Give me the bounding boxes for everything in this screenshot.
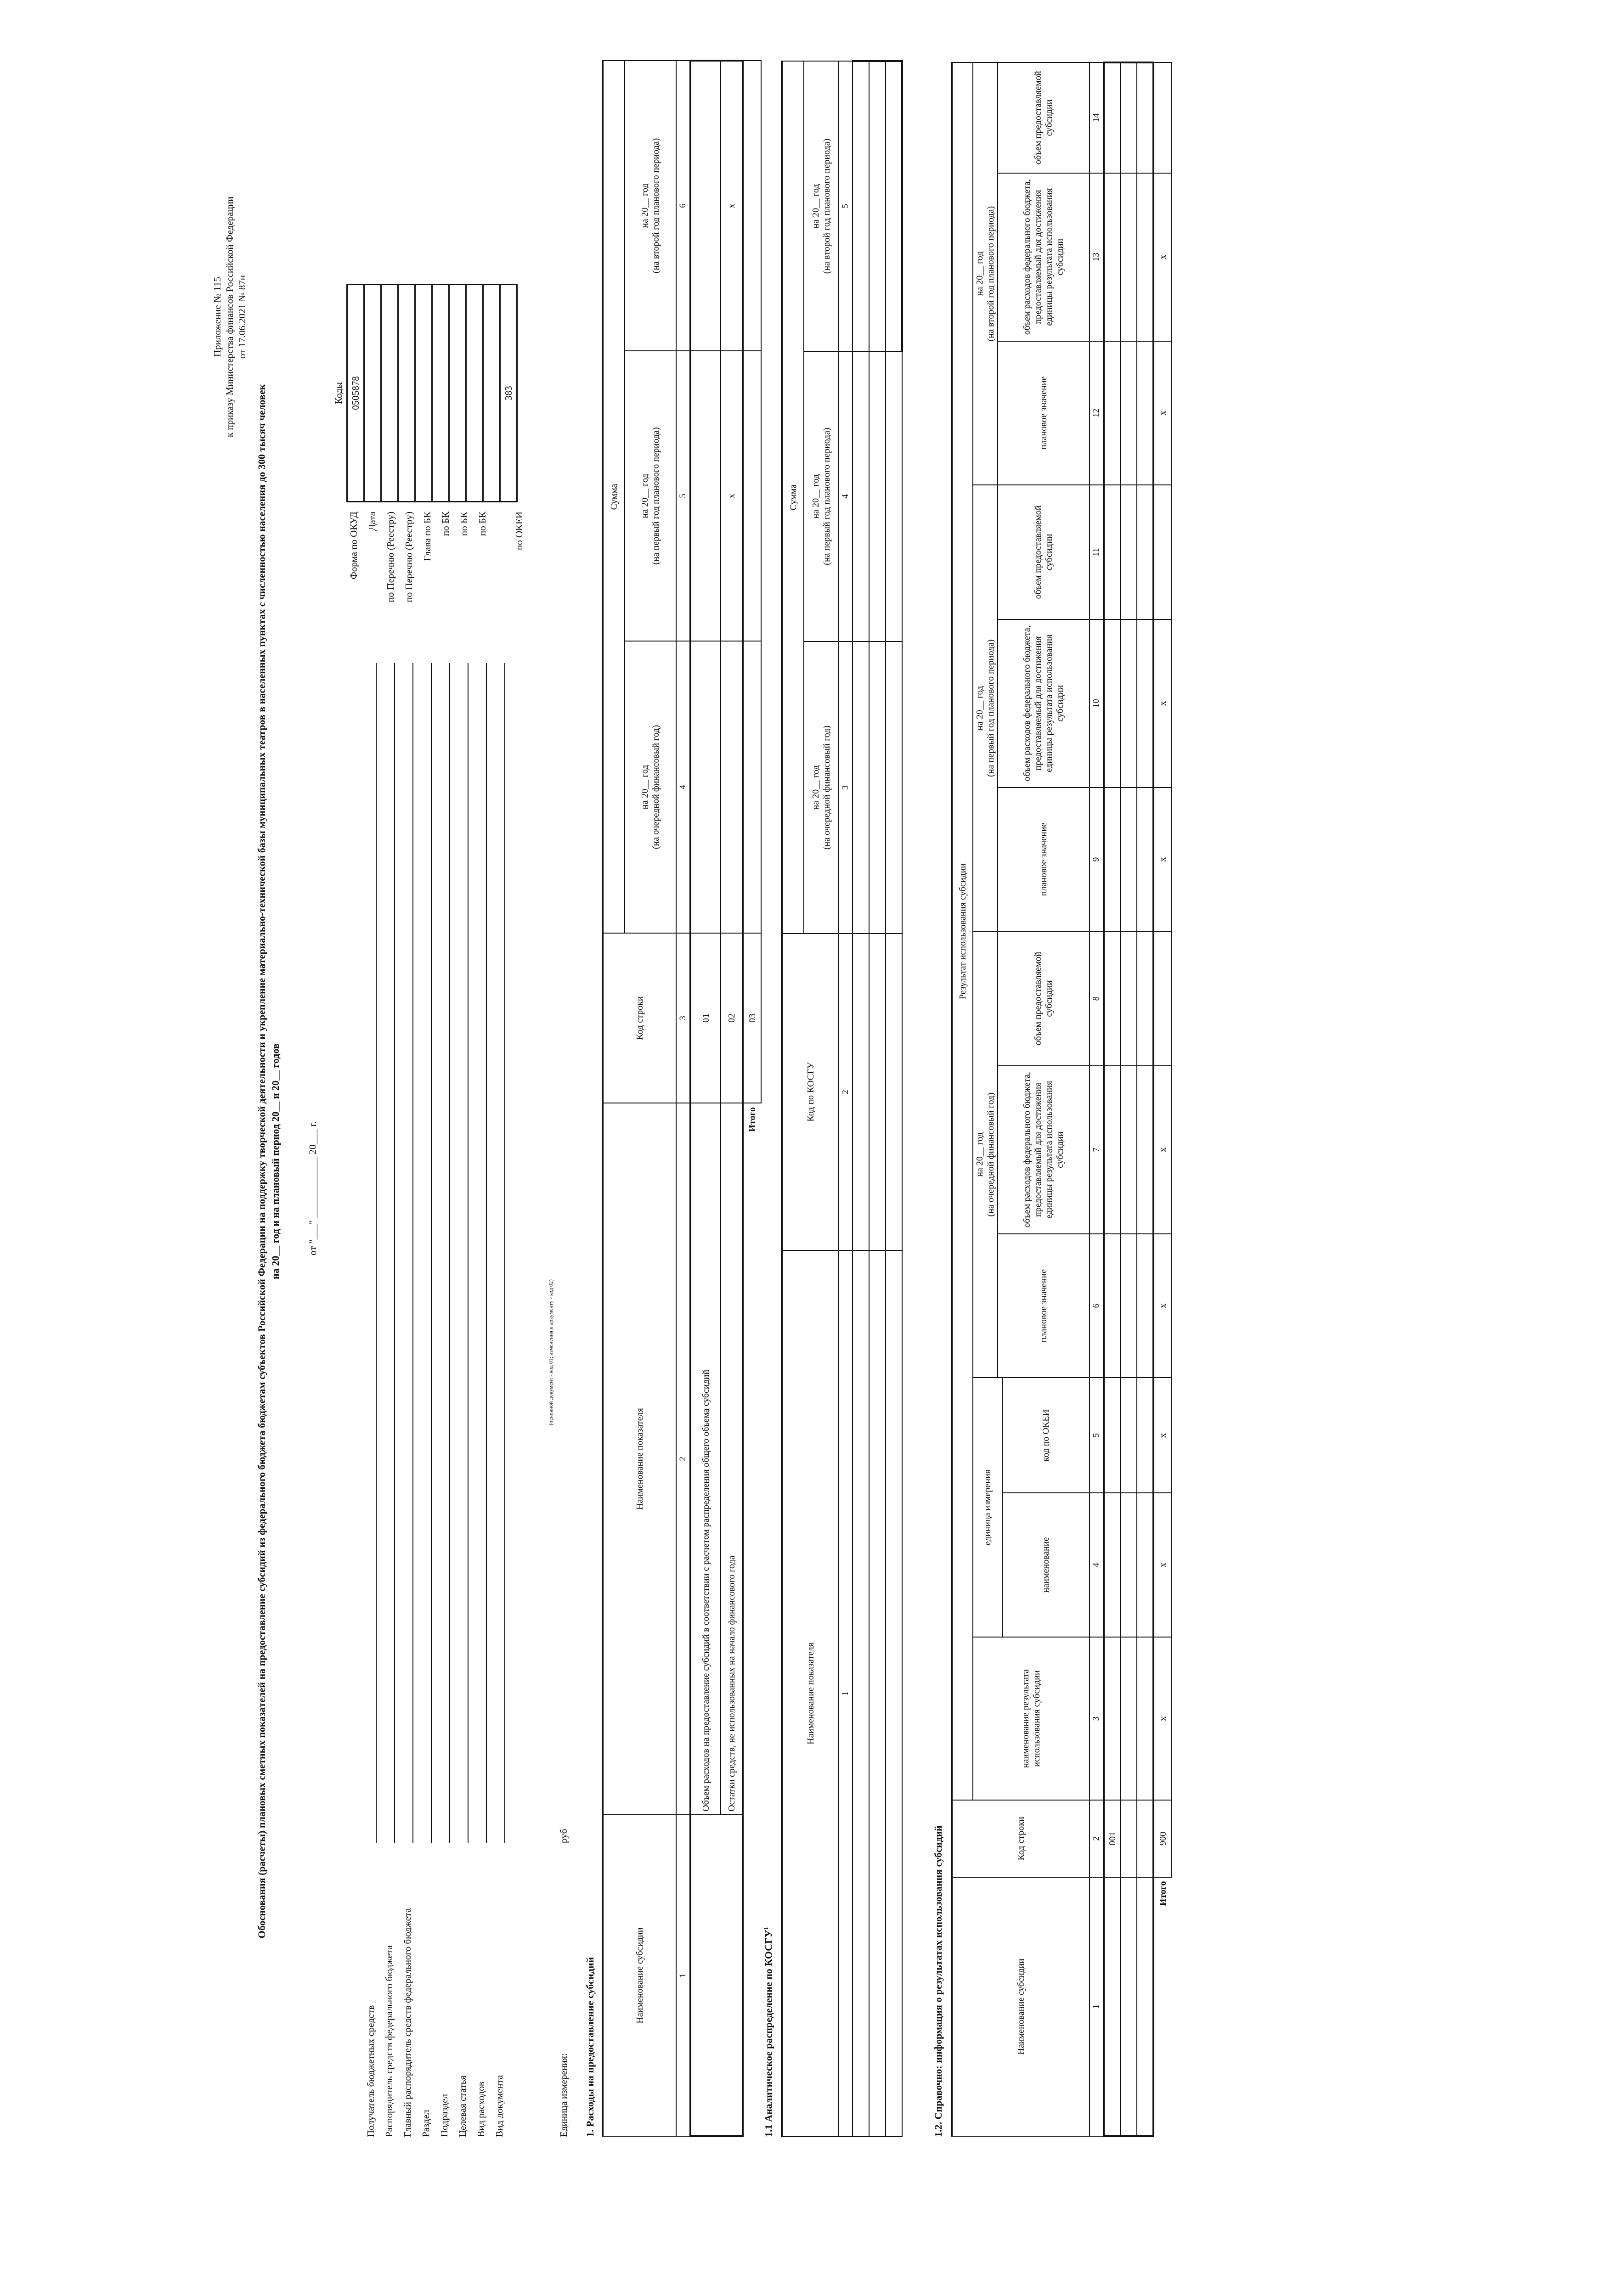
col-number: 5 [1090,1378,1104,1493]
result-row-subsidy[interactable] [1104,1877,1120,2136]
kosgu-row-year-3[interactable] [853,61,869,351]
col-unit: единица измерения [973,1378,1002,1637]
field-label-recipient: Получатель бюджетных средств [365,2005,376,2137]
col-expense-volume-3: объем расходов федерального бюджета, предоставляемый для достижения единицы результата использования субсидии [998,173,1090,341]
result-row-cell[interactable] [1104,341,1120,485]
col-year-2 [804,351,839,642]
col-group-year-2-label: на 20__ год [975,686,985,731]
section-1-1-title [762,1927,774,2137]
row-02-year-2: x [721,351,743,641]
col-line-code: Код строки [952,1800,1090,1877]
result-row-code: 001 [1104,1800,1120,1877]
row-02-year-1[interactable] [721,641,743,933]
col-indicator-name: Наименование показателя [603,1103,676,1815]
code-okei[interactable]: 383 [500,285,517,502]
result-row-name[interactable] [1104,1637,1120,1800]
code-label-registry-2: по Перечню (Реестру) [403,512,414,602]
col-year-1 [625,641,676,933]
col-year-1-sub: (на очередной финансовый год) [651,725,661,850]
col-year-1-label: на 20__ год [640,765,650,810]
result-row-cell[interactable] [1104,485,1120,619]
code-label-chapter-bk: Глава по БК [422,512,433,561]
unit-label: Единица измерения: [558,2053,569,2137]
document-type-note: (основной документ - код 01; изменения к документу - код 02) [548,1279,554,1425]
code-label-bk-2: по БК [458,512,469,536]
document-date: от "___" ____________ 20___ г. [307,1121,318,1255]
col-number: 14 [1090,62,1104,173]
field-label-section: Раздел [420,2110,431,2137]
total-label: Итого [747,1107,757,1132]
result-row-cell[interactable] [1120,788,1137,932]
col-unit-name: наименование [1002,1493,1090,1637]
col-group-year-1-label: на 20__ год [975,1132,985,1177]
result-row-cell[interactable] [1120,619,1137,788]
result-row-unit-name[interactable] [1104,1493,1120,1637]
result-row-cell[interactable] [1104,788,1120,932]
col-plan-value-1: плановое значение [998,1234,1090,1378]
result-row-cell[interactable] [1120,341,1137,485]
unit-value: руб [558,1829,569,1843]
col-kosgu: Код по КОСГУ [782,934,839,1250]
col-number: 5 [839,61,853,351]
code-bk-1[interactable] [432,285,449,502]
row-01-year-2[interactable] [690,351,721,641]
code-label-registry-1: по Перечню (Реестру) [385,512,396,602]
result-row-cell[interactable] [1120,173,1137,341]
col-number: 6 [1090,1234,1104,1378]
row-01-name: Объем расходов на предоставление субсидий в соответствии с расчетом распределения общего объема субсидий [690,1103,721,1815]
result-row-cell[interactable] [1120,485,1137,619]
row-01-year-1[interactable] [690,641,721,933]
result-row-name[interactable] [1120,1637,1137,1800]
col-number: 5 [676,351,690,641]
field-line-chief-manager[interactable] [412,663,413,1843]
section-1-title: 1. Расходы на предоставление субсидий [584,1957,596,2137]
field-label-subsection: Подраздел [439,2094,450,2137]
col-plan-value-3: плановое значение [998,341,1090,485]
col-plan-value-2: плановое значение [998,788,1090,932]
result-row-cell[interactable] [1137,62,1153,173]
col-number: 8 [1090,931,1104,1066]
col-number: 11 [1090,485,1104,619]
col-year-3-label: на 20__ год [640,183,650,228]
result-row-cell[interactable] [1137,173,1153,341]
kosgu-row-name[interactable] [869,1250,886,2137]
codes-table [331,284,518,502]
result-row-cell[interactable] [1137,619,1153,788]
total-code: 900 [1153,1800,1172,1877]
kosgu-row-code[interactable] [853,934,869,1250]
total-x: x [1153,1493,1172,1637]
section-1-1-table [781,60,903,2137]
field-label-chief-manager: Главный распорядитель средств федерального бюджета [402,1908,413,2137]
code-registry-2[interactable] [398,285,415,502]
code-label-date: Дата [367,512,378,531]
code-label-okei: по ОКЕИ [514,512,525,551]
footnote-mark: 1 [762,1927,769,1930]
kosgu-row-year-3[interactable] [869,61,886,351]
kosgu-row-year-2[interactable] [886,351,902,642]
col-year-1-sub: (на очередной финансовый год) [822,725,832,850]
col-year-2-label: на 20__ год [640,473,650,518]
col-group-year-3-sub: (на второй год планового периода) [986,206,996,342]
col-number: 4 [839,351,853,642]
col-year-1-label: на 20__ год [811,765,821,810]
col-expense-volume-2: объем расходов федерального бюджета, предоставляемый для достижения единицы результата использования субсидии [998,619,1090,788]
result-row-cell[interactable] [1104,173,1120,341]
col-number: 4 [1090,1493,1104,1637]
result-row-code[interactable] [1120,1800,1137,1877]
subsidy-name-cell[interactable] [690,1815,743,2136]
code-label-bk-1: по БК [440,512,451,536]
kosgu-row-code[interactable] [886,934,902,1250]
appendix-note [211,41,248,592]
row-02-year-3: x [721,61,743,351]
col-number: 9 [1090,788,1104,932]
result-row-cell[interactable] [1120,1066,1137,1234]
field-line-section[interactable] [431,663,432,1843]
col-result: Результат использования субсидии [952,62,973,1800]
result-row-cell[interactable] [1137,931,1153,1066]
col-number: 2 [839,934,853,1250]
title-line: на 20__ год и на плановый период 20__ и 20__ годов [270,1043,281,1279]
col-number: 6 [676,61,690,351]
col-group-year-2-sub: (на первый год планового периода) [986,639,996,777]
col-number: 12 [1090,341,1104,485]
appendix-line: к приказу Министерства финансов Российской Федерации [224,196,235,438]
col-year-2-label: на 20__ год [811,474,821,519]
col-number: 3 [1090,1637,1104,1800]
kosgu-row-year-2[interactable] [853,351,869,642]
total-x: x [1153,1066,1172,1234]
row-02-name: Остатки средств, не использованных на начало финансового года [721,1103,743,1815]
total-year-1[interactable] [743,641,761,933]
field-line-recipient[interactable] [376,663,377,1843]
total-code: 03 [743,933,761,1103]
col-year-3-label: на 20__ год [811,184,821,229]
total-x: x [1153,1637,1172,1800]
code-label-okud: Форма по ОКУД [348,512,359,580]
kosgu-row-year-3[interactable] [886,61,902,351]
result-row-cell[interactable] [1137,341,1153,485]
col-year-3 [804,61,839,351]
col-year-3-sub: (на второй год планового периода) [651,138,661,274]
code-bk-2[interactable] [449,285,466,502]
field-line-manager[interactable] [394,663,395,1843]
col-sum: Сумма [782,61,804,934]
col-number: 2 [676,1103,690,1815]
kosgu-row-name[interactable] [853,1250,869,2137]
col-unit-okei: код по ОКЕИ [1002,1378,1090,1493]
col-subsidy-name: Наименование субсидии [952,1877,1090,2136]
col-year-2-sub: (на первый год планового периода) [822,428,832,565]
col-number: 1 [1090,1877,1104,2136]
field-line-subsection[interactable] [449,663,450,1843]
total-x: x [1153,173,1172,341]
result-row-cell[interactable] [1120,1234,1137,1378]
result-row-cell[interactable] [1137,788,1153,932]
kosgu-row-year-1[interactable] [886,642,902,934]
col-number: 13 [1090,173,1104,341]
result-row-cell[interactable] [1104,1066,1120,1234]
field-label-expense-type: Вид расходов [475,2082,486,2137]
col-group-year-1-sub: (на очередной финансовый год) [986,1092,996,1217]
code-bk-3[interactable] [466,285,483,502]
appendix-line: от 17.06.2021 № 87н [237,275,248,359]
total-subsidy-year-2[interactable] [1153,485,1172,619]
col-number: 10 [1090,619,1104,788]
total-x: x [1153,341,1172,485]
result-row-name[interactable] [1137,1637,1153,1800]
field-line-document-type[interactable] [504,663,505,1843]
section-1-1-title-text: 1.1 Аналитическое распределение по КОСГУ [762,1930,774,2137]
codes-header: Коды [333,382,344,404]
code-date[interactable] [364,285,381,502]
result-row-subsidy[interactable] [1120,1877,1137,2136]
section-1-2-table [951,62,1172,2137]
result-row-cell[interactable] [1104,62,1120,173]
total-x: x [1153,1234,1172,1378]
result-row-cell[interactable] [1104,619,1120,788]
col-number: 4 [676,641,690,933]
code-label-bk-3: по БК [477,512,488,536]
title-line: Обоснования (расчеты) плановых сметных показателей на предоставление субсидий из федерального бюджета бюджетам субъектов Российской Федерации на поддержку творческой деятельности и укрепление материально-технической базы муниципальных театров в населенных пунктах с численностью населения до 300 тысяч человек [256,384,267,1939]
col-number: 7 [1090,1066,1104,1234]
row-02-code: 02 [721,933,743,1103]
result-row-unit-name[interactable] [1137,1493,1153,1637]
col-sum: Сумма [603,61,625,933]
col-year-1 [804,642,839,934]
col-subsidy-volume-2: объем предоставляемой субсидии [998,485,1090,619]
code-chapter-bk[interactable] [415,285,432,502]
result-row-cell[interactable] [1137,485,1153,619]
total-subsidy-year-3[interactable] [1153,62,1172,173]
result-row-cell[interactable] [1137,1066,1153,1234]
col-number: 1 [676,1815,690,2136]
total-x: x [1153,619,1172,788]
total-x: x [1153,1378,1172,1493]
col-year-3-sub: (на второй год планового периода) [822,138,832,274]
row-01-code: 01 [690,933,721,1103]
col-group-year-3-label: на 20__ год [975,251,985,296]
field-label-target-article: Целевая статья [457,2075,468,2137]
col-year-2-sub: (на первый год планового периода) [651,427,661,565]
col-line-code: Код строки [603,933,676,1103]
total-x: x [1153,788,1172,932]
result-row-code[interactable] [1137,1800,1153,1877]
section-1-table [602,60,762,2137]
col-year-3 [625,61,676,351]
total-year-2[interactable] [743,351,761,641]
col-indicator-name: Наименование показателя [782,1250,839,2137]
col-expense-volume-1: объем расходов федерального бюджета, предоставляемый для достижения единицы результата использования субсидии [998,1066,1090,1234]
col-subsidy-volume-1: объем предоставляемой субсидии [998,931,1090,1066]
code-registry-1[interactable] [381,285,398,502]
field-line-expense-type[interactable] [486,663,487,1843]
appendix-line: Приложение № 115 [212,277,223,357]
col-subsidy-name: Наименование субсидии [603,1815,676,2136]
result-row-cell[interactable] [1104,1234,1120,1378]
col-group-year-1 [973,931,998,1378]
col-number: 2 [1090,1800,1104,1877]
code-okud[interactable]: 0505878 [347,285,364,502]
col-result-name: наименование результата использования субсидии [973,1637,1090,1800]
result-row-unit-okei[interactable] [1104,1378,1120,1493]
col-group-year-2 [973,485,998,931]
total-year-3[interactable] [743,61,761,351]
row-01-year-3[interactable] [690,61,721,351]
section-1-2-title: 1.2. Справочно: информация о результатах использования субсидий [932,1825,944,2137]
result-row-cell[interactable] [1137,1234,1153,1378]
col-number: 1 [839,1250,853,2137]
kosgu-row-year-1[interactable] [853,642,869,934]
kosgu-row-name[interactable] [886,1250,902,2137]
result-row-unit-name[interactable] [1120,1493,1137,1637]
total-subsidy-year-1[interactable] [1153,931,1172,1066]
kosgu-row-year-1[interactable] [869,642,886,934]
result-row-cell[interactable] [1120,931,1137,1066]
result-row-cell[interactable] [1104,931,1120,1066]
field-label-manager: Распорядитель средств федерального бюджета [384,1945,395,2137]
total-label: Итого [1158,1881,1168,1906]
result-row-unit-okei[interactable] [1120,1378,1137,1493]
field-line-target-article[interactable] [468,663,469,1843]
document-title [255,186,282,2137]
result-row-subsidy[interactable] [1137,1877,1153,2136]
code-doc-type[interactable] [483,285,500,502]
col-number: 3 [839,642,853,934]
result-row-unit-okei[interactable] [1137,1378,1153,1493]
kosgu-row-code[interactable] [869,934,886,1250]
kosgu-row-year-2[interactable] [869,351,886,642]
result-row-cell[interactable] [1120,62,1137,173]
col-subsidy-volume-3: объем предоставляемой субсидии [998,62,1090,173]
field-label-document-type: Вид документа [494,2075,505,2137]
col-number: 3 [676,933,690,1103]
col-year-2 [625,351,676,641]
col-group-year-3 [973,62,998,485]
